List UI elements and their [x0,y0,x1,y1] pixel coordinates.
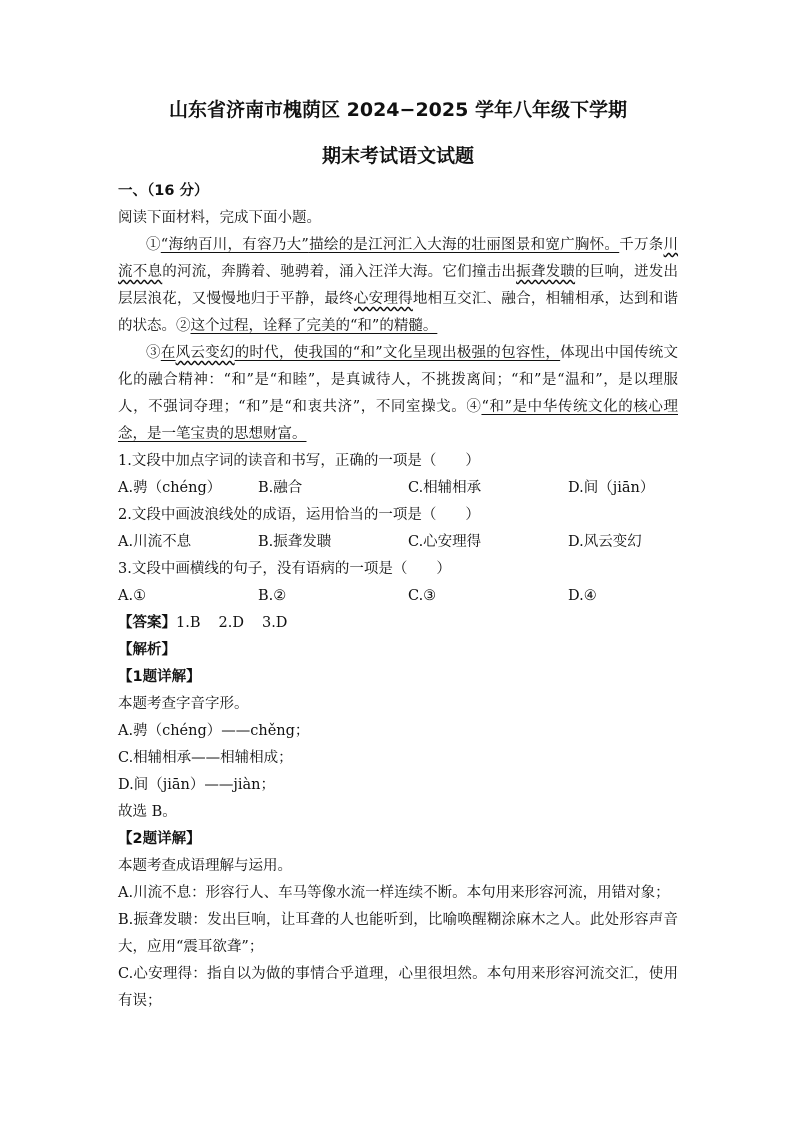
option-a: A.骋（chéng） [118,480,222,496]
wavy-idiom-1: 川流不息 [118,237,679,280]
passage-text: 体现出中国传统文化的融合精神：“和”是“和睦”，是真诚待人，不挑拨离间；“和”是“温和”，是以理服人，不强词夺理；“和”是“和衷共济”，不同室操戈。 [118,345,679,415]
sentence-marker-4: ④ [466,399,482,415]
option-c: C.③ [408,588,437,604]
detail-1-intro: 本题考查字音字形。 [118,696,249,712]
analysis-label: 【解析】 [118,642,176,658]
option-a: A.川流不息 [118,534,192,550]
wavy-idiom-4: 风云变幻 [175,345,235,361]
wavy-phrase-1: “海纳百川，有容乃大” [160,237,309,253]
detail-1-line: A.骋（chéng）——chěng； [118,723,310,739]
passage-paragraph-1 [118,232,678,340]
answer-item: 2.D [218,615,244,631]
question-options [118,475,678,502]
exam-title-line2: 期末考试语文试题 [321,145,474,167]
detail-2-line: A.川流不息：形容行人、车马等像水流一样连续不断。本句用来形容河流，用错对象； [118,885,670,901]
question-2 [118,502,678,556]
option-c: C.心安理得 [408,534,482,550]
detail-1-line: D.间（jiān）——jiàn； [118,777,275,793]
question-options [118,529,678,556]
option-d: D.间（jiān） [568,480,655,496]
passage-text: 的河流，奔腾着、驰骋着，涌入汪洋大海。它们撞击出 [162,264,517,280]
option-d: D.风云变幻 [568,534,642,550]
passage-text: 地相互交汇、融合，相辅相承，达到和谐的状态。 [118,291,679,334]
question-options [118,583,678,610]
reading-instruction: 阅读下面材料，完成下面小题。 [118,210,321,226]
option-c: C.相辅相承 [408,480,482,496]
answer-label: 【答案】 [118,615,176,631]
answer-item: 3.D [261,615,288,631]
option-b: B.振聋发聩 [258,534,332,550]
option-d: D.④ [568,588,597,604]
sentence-marker-2: ② [176,318,191,334]
detail-1-label: 【1题详解】 [118,669,201,685]
passage-text: 千万条 [619,237,664,253]
underlined-sentence-4: “和”是中华传统文化的核心理念，是一笔宝贵的思想财富。 [118,399,678,442]
section-heading: 一、（16 分） [118,183,209,199]
passage-text: 的巨响，迸发出层层浪花，又慢慢地归于平静，最终 [118,264,679,307]
exam-title-line1: 山东省济南市槐荫区 2024−2025 学年八年级下学期 [169,99,627,121]
wavy-idiom-2: 振聋发聩 [516,264,576,280]
question-stem: 2.文段中画波浪线处的成语，运用恰当的一项是（ ） [118,507,480,523]
answer-item: 1.B [176,615,201,631]
question-3 [118,556,678,610]
detail-2-label: 【2题详解】 [118,831,201,847]
answer-line [118,610,678,637]
wavy-idiom-3: 心安理得 [353,291,413,307]
passage-paragraph-2 [118,340,678,448]
underlined-text: 在 [160,345,176,361]
underlined-sentence-3: 的时代，使我国的“和”文化呈现出极强的包容性， [234,345,561,361]
question-stem: 1.文段中加点字词的读音和书写，正确的一项是（ ） [118,453,480,469]
question-stem: 3.文段中画横线的句子，没有语病的一项是（ ） [118,561,451,577]
detail-1-line: C.相辅相承——相辅相成； [118,750,293,766]
document-body [118,92,678,1015]
option-b: B.② [258,588,287,604]
option-a: A.① [118,588,147,604]
detail-1-line: 故选 B。 [118,804,177,820]
detail-2-intro: 本题考查成语理解与运用。 [118,858,292,874]
underlined-sentence-2: 这个过程，诠释了完美的“和”的精髓。 [190,318,438,334]
sentence-marker-3: ③ [146,345,161,361]
detail-2-line: C.心安理得：指自以为做的事情合乎道理，心里很坦然。本句用来形容河流交汇，使用有误； [118,966,678,1009]
detail-2-line: B.振聋发聩：发出巨响，让耳聋的人也能听到，比喻唤醒糊涂麻木之人。此处形容声音大，应用“震耳欲聋”； [118,912,678,955]
sentence-marker-1: ① [146,237,161,253]
option-b: B.融合 [258,480,303,496]
question-1 [118,448,678,502]
underlined-sentence-1: 描绘的是江河汇入大海的壮丽图景和宽广胸怀。 [308,237,620,253]
